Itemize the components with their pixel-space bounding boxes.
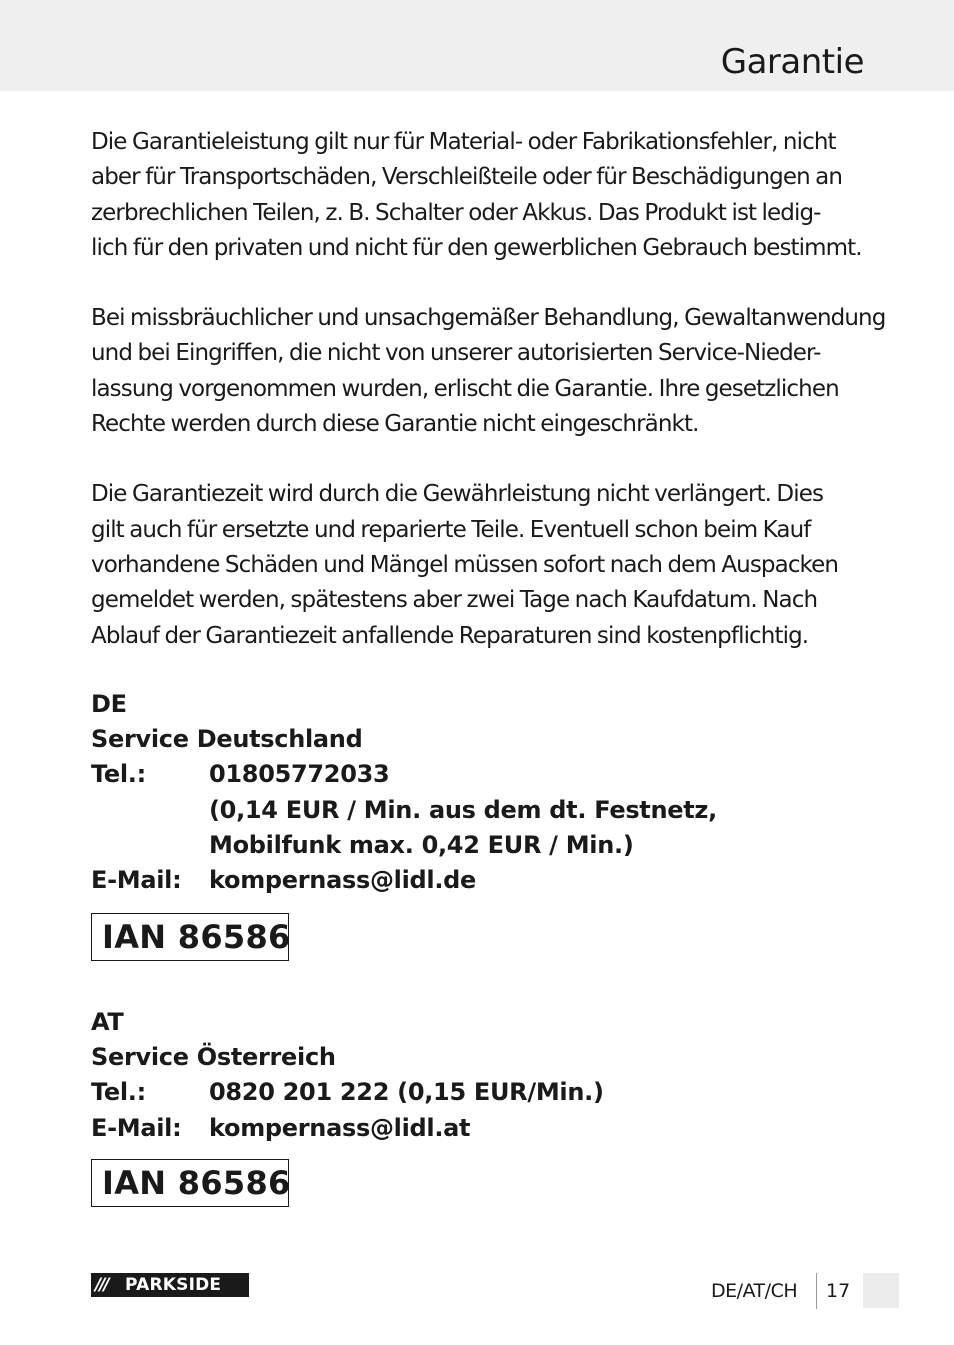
footer-divider [816,1273,817,1309]
text-line: Die Garantieleistung gilt nur für Material- oder Fabrikationsfehler, nicht [91,129,836,155]
tel-label: Tel.: [91,1078,146,1107]
email-row [91,1111,871,1146]
text-line: gilt auch für ersetzte und reparierte Teile. Eventuell schon beim Kauf [91,516,811,543]
page-title: Garantie [720,42,864,82]
ian-box: IAN 86586 [91,1159,289,1207]
text-line: vorhandene Schäden und Mängel müssen sofort nach dem Auspacken [91,551,839,578]
tel-row [91,1075,871,1110]
text-line: Ablauf der Garantiezeit anfallende Reparaturen sind kostenpflichtig. [91,622,809,649]
footer-language: DE/AT/CH [711,1280,798,1302]
text-line: lich für den privaten und nicht für den gewerblichen Gebrauch bestimmt. [91,234,862,261]
tel-value: 0820 201 222 (0,15 EUR/Min.) [209,1078,604,1107]
service-name: Service Deutschland [91,725,363,754]
warranty-text [91,125,886,689]
text-line: zerbrechlichen Teilen, z. B. Schalter oder Akkus. Das Produkt ist ledig- [91,199,821,226]
text-line: und bei Eingriffen, die nicht von unserer autorisierten Service-Nieder- [91,340,821,367]
logo-text: PARKSIDE [125,1275,222,1295]
service-de-block [91,687,871,898]
tel-note: (0,14 EUR / Min. aus dem dt. Festnetz, [209,795,717,824]
page-number: 17 [826,1280,851,1302]
ian-box: IAN 86586 [91,913,289,961]
text-line: Rechte werden durch diese Garantie nicht eingeschränkt. [91,411,699,438]
page-header [0,0,954,91]
email-label: E-Mail: [91,1113,182,1142]
text-line: aber für Transportschäden, Verschleißteile oder für Beschädigungen an [91,164,843,191]
tel-note: Mobilfunk max. 0,42 EUR / Min.) [209,830,634,859]
email-value: kompernass@lidl.at [209,1113,471,1142]
country-code: AT [91,1008,124,1036]
footer-tab-marker [863,1273,899,1308]
text-line: Bei missbräuchlicher und unsachgemäßer Behandlung, Gewaltanwendung [91,305,886,332]
tel-row [91,757,871,792]
tel-value: 01805772033 [209,760,390,789]
service-at-block [91,1005,871,1146]
email-row [91,863,871,898]
country-code: DE [91,690,127,718]
parkside-logo [91,1273,249,1297]
text-line: gemeldet werden, spätestens aber zwei Tage nach Kaufdatum. Nach [91,587,818,614]
logo-stripes-icon: /// [95,1275,108,1295]
text-line: Die Garantiezeit wird durch die Gewährleistung nicht verlängert. Dies [91,481,824,508]
service-name: Service Österreich [91,1043,336,1072]
paragraph [91,125,871,266]
email-value: kompernass@lidl.de [209,866,476,895]
paragraph [91,301,886,442]
paragraph [91,477,871,653]
tel-label: Tel.: [91,760,146,789]
text-line: lassung vorgenommen wurden, erlischt die Garantie. Ihre gesetzlichen [91,375,839,402]
email-label: E-Mail: [91,866,182,895]
